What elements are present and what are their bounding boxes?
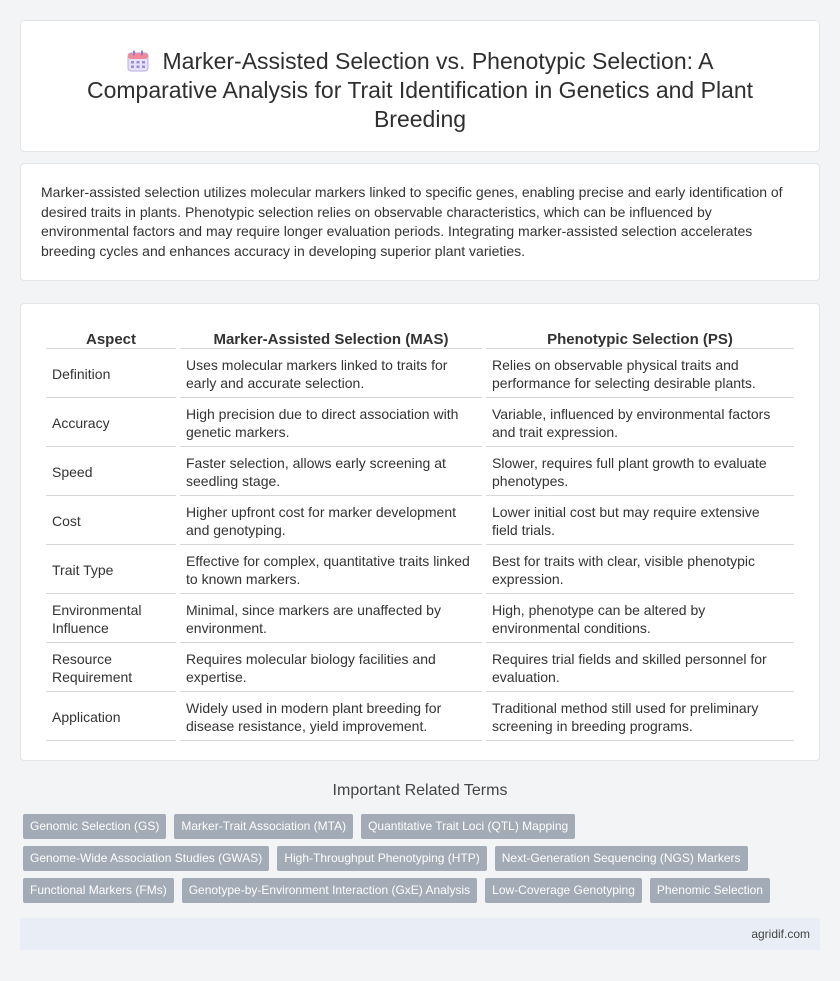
related-tags-row-2 — [23, 846, 823, 871]
ps-cell: Slower, requires full plant growth to evaluate phenotypes. — [486, 449, 794, 496]
page-title-text: Marker-Assisted Selection vs. Phenotypic Selection: A Comparative Analysis for Trait Identification in Genetics and Plant Breeding — [86, 48, 754, 132]
mas-cell: Requires molecular biology facilities and expertise. — [180, 645, 482, 692]
ps-cell: Requires trial fields and skilled personnel for evaluation. — [486, 645, 794, 692]
mas-cell: Uses molecular markers linked to traits for early and accurate selection. — [180, 351, 482, 398]
intro-paragraph: Marker-assisted selection utilizes molecular markers linked to specific genes, enabling precise and early identification of desired traits in plants. Phenotypic selection relies on observable characteristics, which can be influenced by environmental factors and may require longer evaluation periods. Integrating marker-assisted selection accelerates breeding cycles and enhances accuracy in developing superior plant varieties. — [41, 184, 783, 259]
mas-cell: Minimal, since markers are unaffected by environment. — [180, 596, 482, 643]
comparison-table-card — [20, 303, 820, 761]
related-tag[interactable]: Genotype-by-Environment Interaction (GxE) Analysis — [182, 878, 477, 903]
page-title — [21, 21, 819, 134]
aspect-cell: Application — [46, 694, 176, 741]
aspect-cell: Resource Requirement — [46, 645, 176, 692]
calendar-icon — [127, 50, 149, 72]
ps-cell: Variable, influenced by environmental factors and trait expression. — [486, 400, 794, 447]
related-tag[interactable]: Low-Coverage Genotyping — [485, 878, 642, 903]
ps-cell: Lower initial cost but may require extensive field trials. — [486, 498, 794, 545]
header-ps: Phenotypic Selection (PS) — [486, 326, 794, 349]
table-row — [46, 547, 794, 594]
aspect-cell: Environmental Influence — [46, 596, 176, 643]
ps-cell: Traditional method still used for preliminary screening in breeding programs. — [486, 694, 794, 741]
table-header-row — [46, 326, 794, 349]
related-tags-row-3 — [23, 878, 823, 903]
related-tag[interactable]: Genomic Selection (GS) — [23, 814, 166, 839]
related-tag[interactable]: Phenomic Selection — [650, 878, 770, 903]
table-row — [46, 498, 794, 545]
intro-card — [20, 163, 820, 281]
mas-cell: Higher upfront cost for marker development and genotyping. — [180, 498, 482, 545]
title-card — [20, 20, 820, 152]
footer-site-link[interactable]: agridif.com — [751, 927, 810, 941]
table-row — [46, 694, 794, 741]
related-tag[interactable]: Marker-Trait Association (MTA) — [174, 814, 353, 839]
related-terms-heading: Important Related Terms — [332, 782, 508, 799]
mas-cell: High precision due to direct association with genetic markers. — [180, 400, 482, 447]
table-row — [46, 596, 794, 643]
ps-cell: Best for traits with clear, visible phenotypic expression. — [486, 547, 794, 594]
table-row — [46, 449, 794, 496]
table-row — [46, 351, 794, 398]
aspect-cell: Accuracy — [46, 400, 176, 447]
related-tag[interactable]: High-Throughput Phenotyping (HTP) — [277, 846, 486, 871]
ps-cell: Relies on observable physical traits and performance for selecting desirable plants. — [486, 351, 794, 398]
related-tags-row-1 — [23, 814, 823, 839]
table-row — [46, 645, 794, 692]
table-row — [46, 400, 794, 447]
aspect-cell: Trait Type — [46, 547, 176, 594]
related-tag[interactable]: Functional Markers (FMs) — [23, 878, 174, 903]
mas-cell: Faster selection, allows early screening at seedling stage. — [180, 449, 482, 496]
aspect-cell: Speed — [46, 449, 176, 496]
ps-cell: High, phenotype can be altered by environmental conditions. — [486, 596, 794, 643]
related-tag[interactable]: Quantitative Trait Loci (QTL) Mapping — [361, 814, 575, 839]
footer — [20, 918, 820, 950]
header-mas: Marker-Assisted Selection (MAS) — [180, 326, 482, 349]
related-tag[interactable]: Next-Generation Sequencing (NGS) Markers — [495, 846, 748, 871]
mas-cell: Widely used in modern plant breeding for disease resistance, yield improvement. — [180, 694, 482, 741]
mas-cell: Effective for complex, quantitative traits linked to known markers. — [180, 547, 482, 594]
aspect-cell: Cost — [46, 498, 176, 545]
related-tag[interactable]: Genome-Wide Association Studies (GWAS) — [23, 846, 269, 871]
comparison-table — [42, 324, 798, 743]
aspect-cell: Definition — [46, 351, 176, 398]
header-aspect: Aspect — [46, 326, 176, 349]
